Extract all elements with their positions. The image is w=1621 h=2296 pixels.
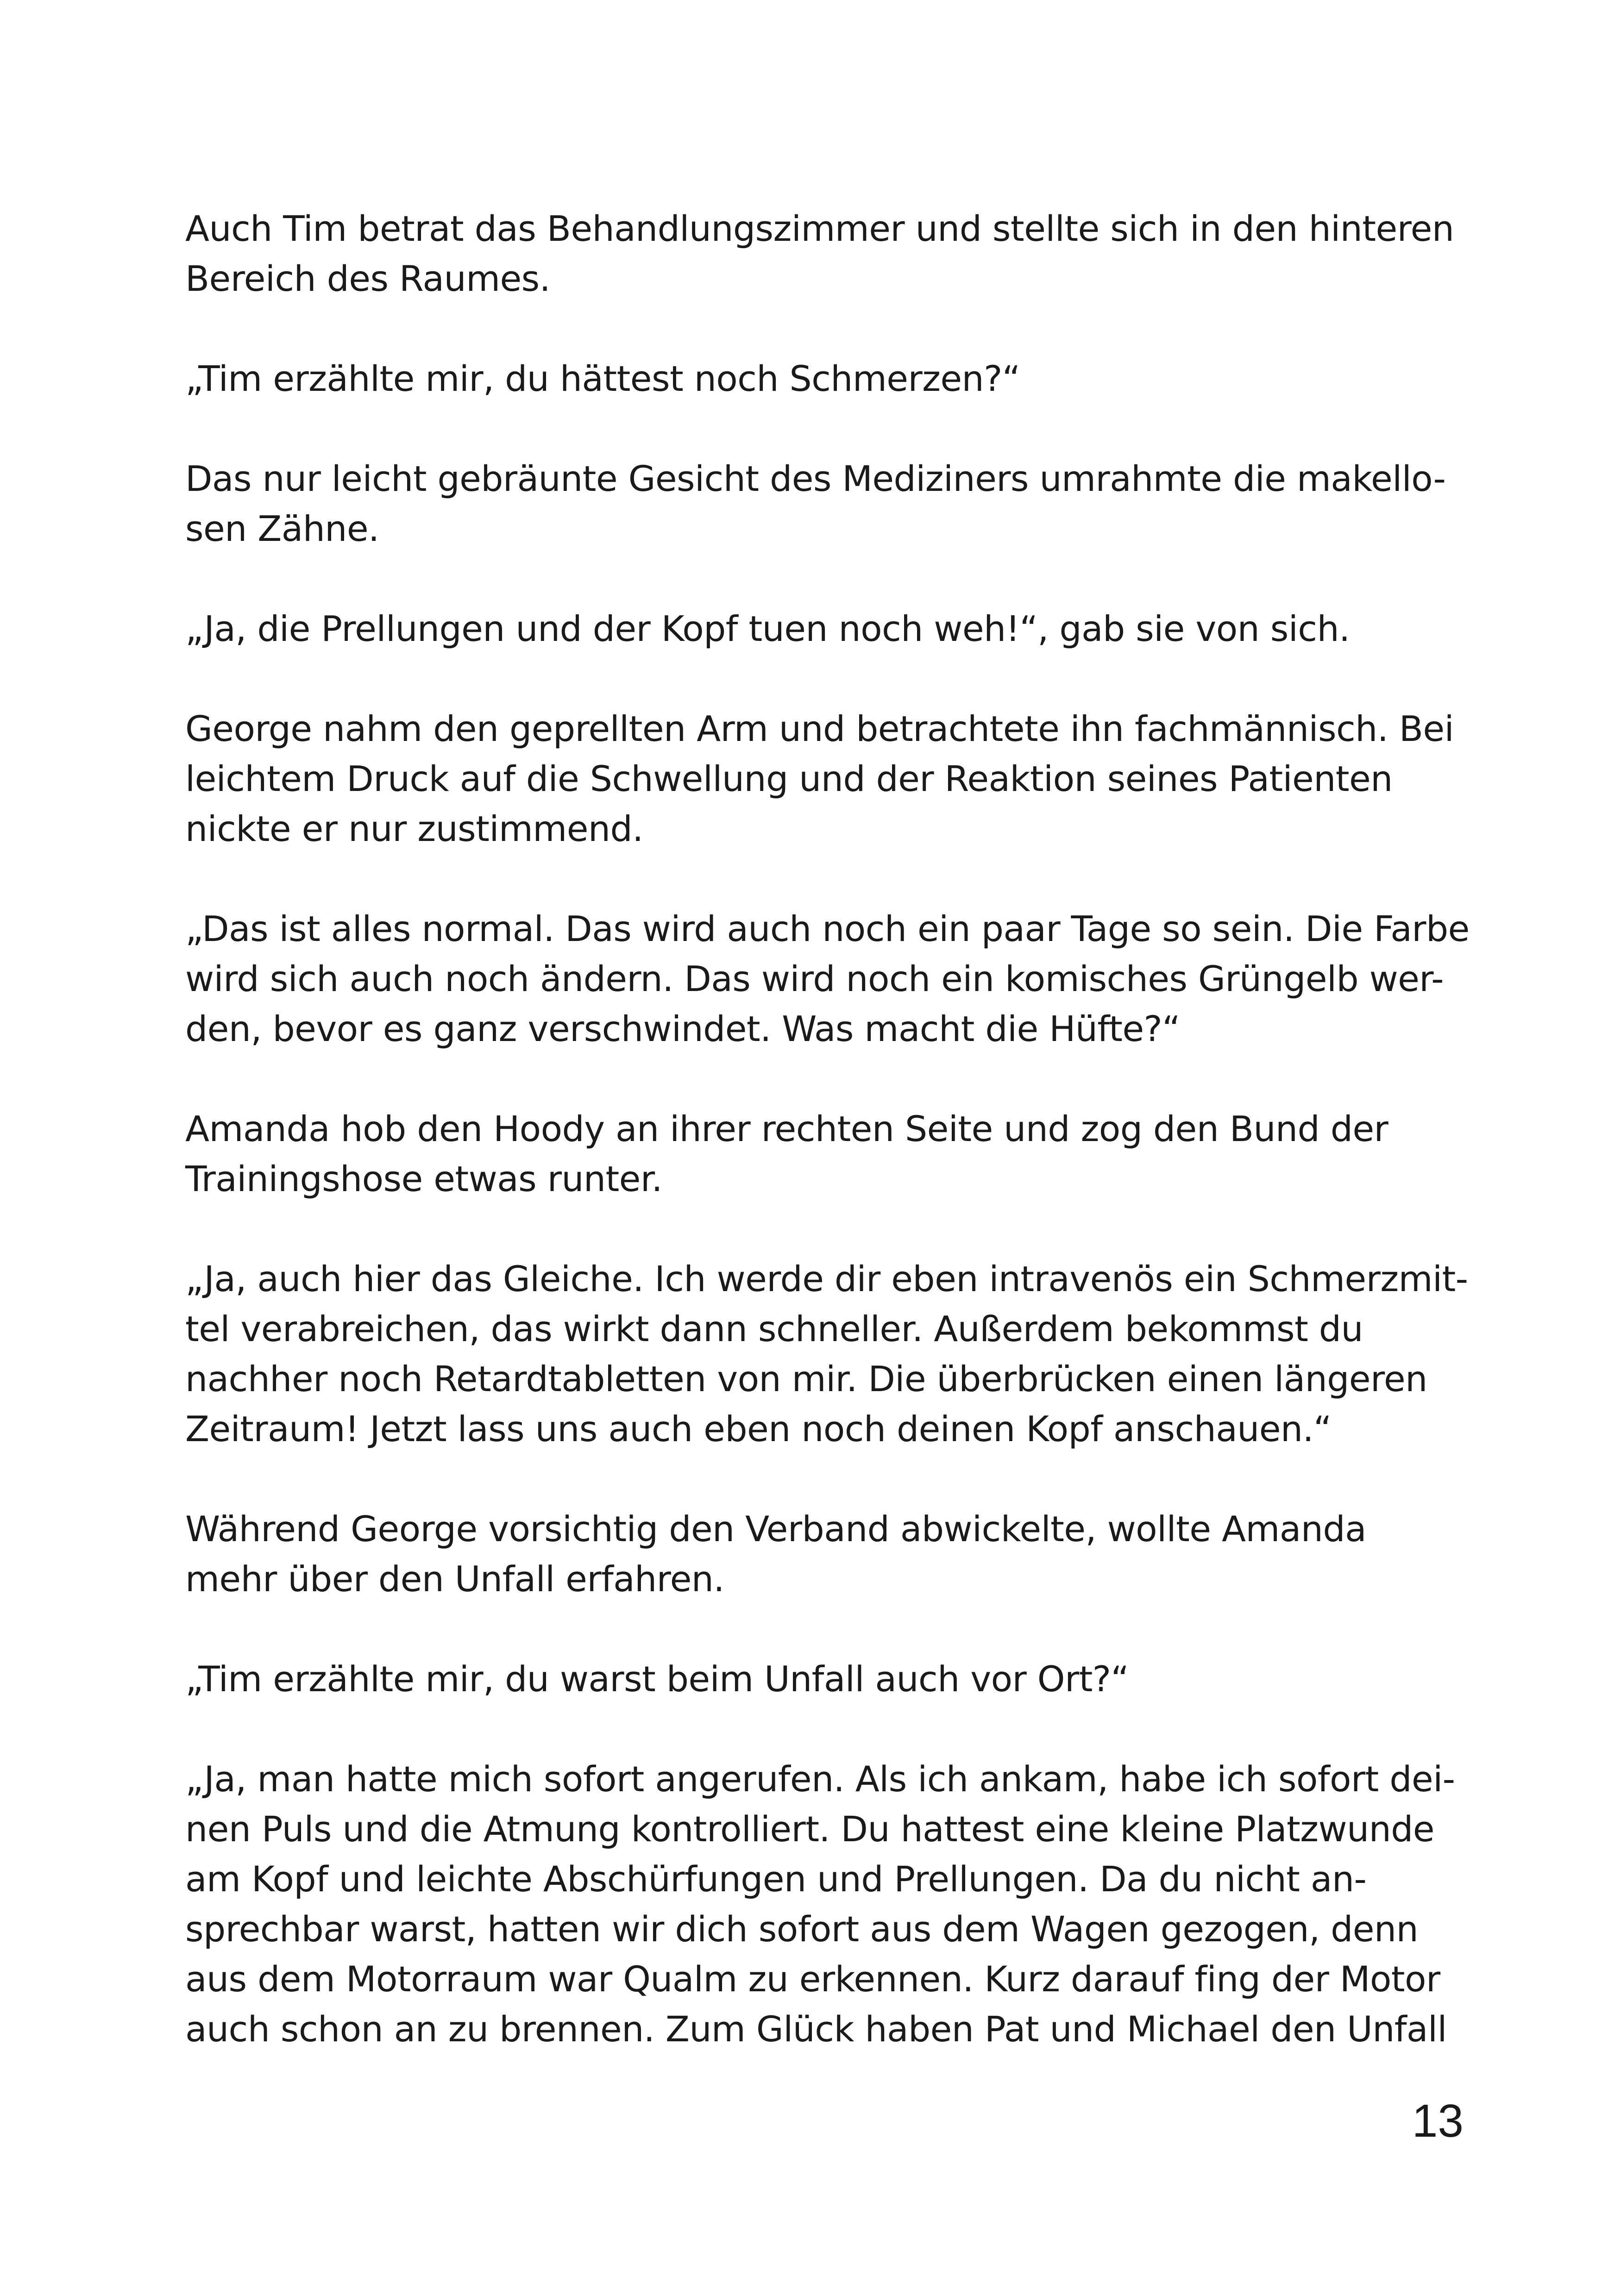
text-line: tel verabreichen, das wirkt dann schneller. Außerdem bekommst du xyxy=(185,1308,1363,1349)
text-line: den, bevor es ganz verschwindet. Was macht die Hüfte?“ xyxy=(185,1008,1180,1049)
paragraph xyxy=(185,904,1470,1054)
paragraph xyxy=(185,454,1464,554)
paragraph xyxy=(185,1104,1464,1204)
text-line: „Tim erzählte mir, du hättest noch Schmerzen?“ xyxy=(185,358,1020,399)
text-line: Zeitraum! Jetzt lass uns auch eben noch deinen Kopf anschauen.“ xyxy=(185,1408,1332,1449)
text-line: „Ja, die Prellungen und der Kopf tuen noch weh!“, gab sie von sich. xyxy=(185,608,1350,649)
text-line: mehr über den Unfall erfahren. xyxy=(185,1558,724,1600)
paragraph xyxy=(185,1254,1468,1454)
text-line: George nahm den geprellten Arm und betrachtete ihn fachmännisch. Bei xyxy=(185,708,1454,749)
text-line: „Tim erzählte mir, du warst beim Unfall auch vor Ort?“ xyxy=(185,1658,1129,1700)
text-line: aus dem Motorraum war Qualm zu erkennen. Kurz darauf fing der Motor xyxy=(185,1958,1440,2000)
paragraph xyxy=(185,1754,1464,2054)
text-line: wird sich auch noch ändern. Das wird noch ein komisches Grüngelb wer- xyxy=(185,958,1444,999)
text-line: Auch Tim betrat das Behandlungszimmer und stellte sich in den hinteren xyxy=(185,208,1454,249)
text-line: nickte er nur zustimmend. xyxy=(185,808,643,849)
text-line: „Ja, man hatte mich sofort angerufen. Als ich ankam, habe ich sofort dei- xyxy=(185,1758,1455,1800)
text-line: „Ja, auch hier das Gleiche. Ich werde dir eben intravenös ein Schmerzmit- xyxy=(185,1258,1468,1299)
text-line: nachher noch Retardtabletten von mir. Die überbrücken einen längeren xyxy=(185,1358,1427,1399)
text-line: Das nur leicht gebräunte Gesicht des Mediziners umrahmte die makello- xyxy=(185,458,1446,499)
text-line: Amanda hob den Hoody an ihrer rechten Seite und zog den Bund der xyxy=(185,1108,1389,1149)
text-line: nen Puls und die Atmung kontrolliert. Du hattest eine kleine Platzwunde xyxy=(185,1808,1434,1850)
paragraph xyxy=(185,354,1464,404)
paragraph xyxy=(185,704,1464,854)
paragraph xyxy=(185,1654,1464,1704)
text-line: „Das ist alles normal. Das wird auch noch ein paar Tage so sein. Die Farbe xyxy=(185,908,1470,949)
paragraph xyxy=(185,204,1464,304)
text-line: Während George vorsichtig den Verband abwickelte, wollte Amanda xyxy=(185,1508,1366,1549)
text-line: am Kopf und leichte Abschürfungen und Prellungen. Da du nicht an- xyxy=(185,1858,1367,1900)
text-line: auch schon an zu brennen. Zum Glück haben Pat und Michael den Unfall xyxy=(185,2008,1447,2050)
paragraph xyxy=(185,604,1464,654)
text-line: sprechbar warst, hatten wir dich sofort aus dem Wagen gezogen, denn xyxy=(185,1908,1419,1950)
page-number: 13 xyxy=(1412,2095,1464,2147)
text-line: leichtem Druck auf die Schwellung und der Reaktion seines Patienten xyxy=(185,758,1393,799)
text-line: sen Zähne. xyxy=(185,508,379,549)
text-line: Bereich des Raumes. xyxy=(185,258,551,299)
body-text xyxy=(185,204,1470,2054)
text-line: Trainingshose etwas runter. xyxy=(185,1158,663,1199)
paragraph xyxy=(185,1504,1464,1604)
